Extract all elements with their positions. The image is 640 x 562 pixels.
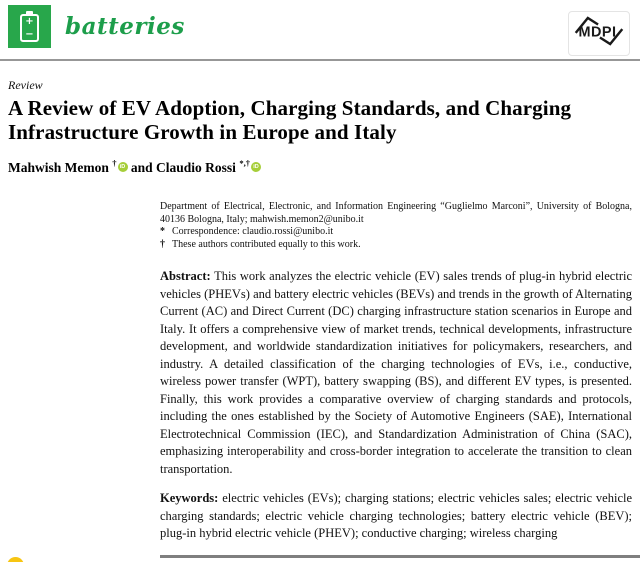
page-header <box>0 0 640 50</box>
authors-line <box>8 158 632 176</box>
battery-icon <box>20 11 39 42</box>
correspondence-marker: * <box>160 226 165 237</box>
authors-joiner: and <box>130 160 153 175</box>
orcid-icon[interactable]: iD <box>251 162 261 172</box>
author-marks: *,† <box>239 158 250 168</box>
journal-name: batteries <box>65 13 185 40</box>
correspondence-note <box>160 226 632 239</box>
affiliation-block <box>160 201 632 251</box>
abstract-bottom-divider <box>160 555 640 558</box>
author-name: Claudio Rossi <box>156 160 236 175</box>
mdpi-logo <box>568 11 630 56</box>
keywords-section <box>160 490 632 543</box>
equal-contribution-marker: † <box>160 238 165 250</box>
affiliation-text: Department of Electrical, Electronic, and Information Engineering “Guglielmo Marconi”, University of Bologna, 40136 Bologna, Italy; mahwish.memon2@unibo.it <box>160 201 632 225</box>
abstract-section <box>160 268 632 478</box>
battery-minus-sign: − <box>25 29 34 40</box>
abstract-text: This work analyzes the electric vehicle (EV) sales trends of plug-in hybrid electric vehicles (PHEVs) and battery electric vehicles (BEVs) and trends in the growth of Alternating Current (AC) and Direct Current (DC) charging infrastructure station scenarios in Europe and Italy. It offers a comprehensive view of market trends, technical developments, infrastructure development, and worldwide standardization initiatives for policymakers, researchers, and industry. A detailed classification of the charging technologies of EVs, i.e., conductive, wireless power transfer (WPT), battery swapping (BS), and different EV types, is presented. Finally, this work provides a comparative overview of charging standards and protocols, including the ones established by the Society of Automotive Engineers (SAE), International Electrotechnical Commission (IEC), and Standardization Administration of China (SAC), emphasizing interoperability and cross-border integration to accelerate the transition to clean transportation. <box>160 269 632 476</box>
svg-text:MDPI: MDPI <box>578 24 617 41</box>
article-type-label: Review <box>8 78 43 92</box>
mdpi-logo-icon <box>572 14 626 48</box>
author-marks: † <box>112 158 117 168</box>
keywords-label: Keywords: <box>160 491 219 505</box>
journal-brand <box>8 5 185 48</box>
equal-contribution-text: These authors contributed equally to this work. <box>172 238 361 250</box>
check-for-updates-badge[interactable] <box>7 557 24 562</box>
keywords-paragraph <box>160 490 632 543</box>
article-title: A Review of EV Adoption, Charging Standards, and Charging Infrastructure Growth in Europe and Italy <box>8 96 572 144</box>
keywords-text: electric vehicles (EVs); charging stations; electric vehicles sales; electric vehicle charging standards; electric vehicle charging technologies; battery electric vehicle (BEV); plug-in hybrid electric vehicle (PHEV); conductive charging; wireless charging <box>160 491 633 540</box>
article-content <box>0 78 640 558</box>
author-name: Mahwish Memon <box>8 160 109 175</box>
journal-logo <box>8 5 51 48</box>
correspondence-text: Correspondence: claudio.rossi@unibo.it <box>172 226 334 237</box>
abstract-paragraph <box>160 268 632 478</box>
abstract-label: Abstract: <box>160 269 211 283</box>
header-divider <box>0 59 640 61</box>
equal-contribution-note <box>160 239 632 252</box>
orcid-icon[interactable]: iD <box>118 162 128 172</box>
battery-plus-sign: + <box>25 16 34 27</box>
